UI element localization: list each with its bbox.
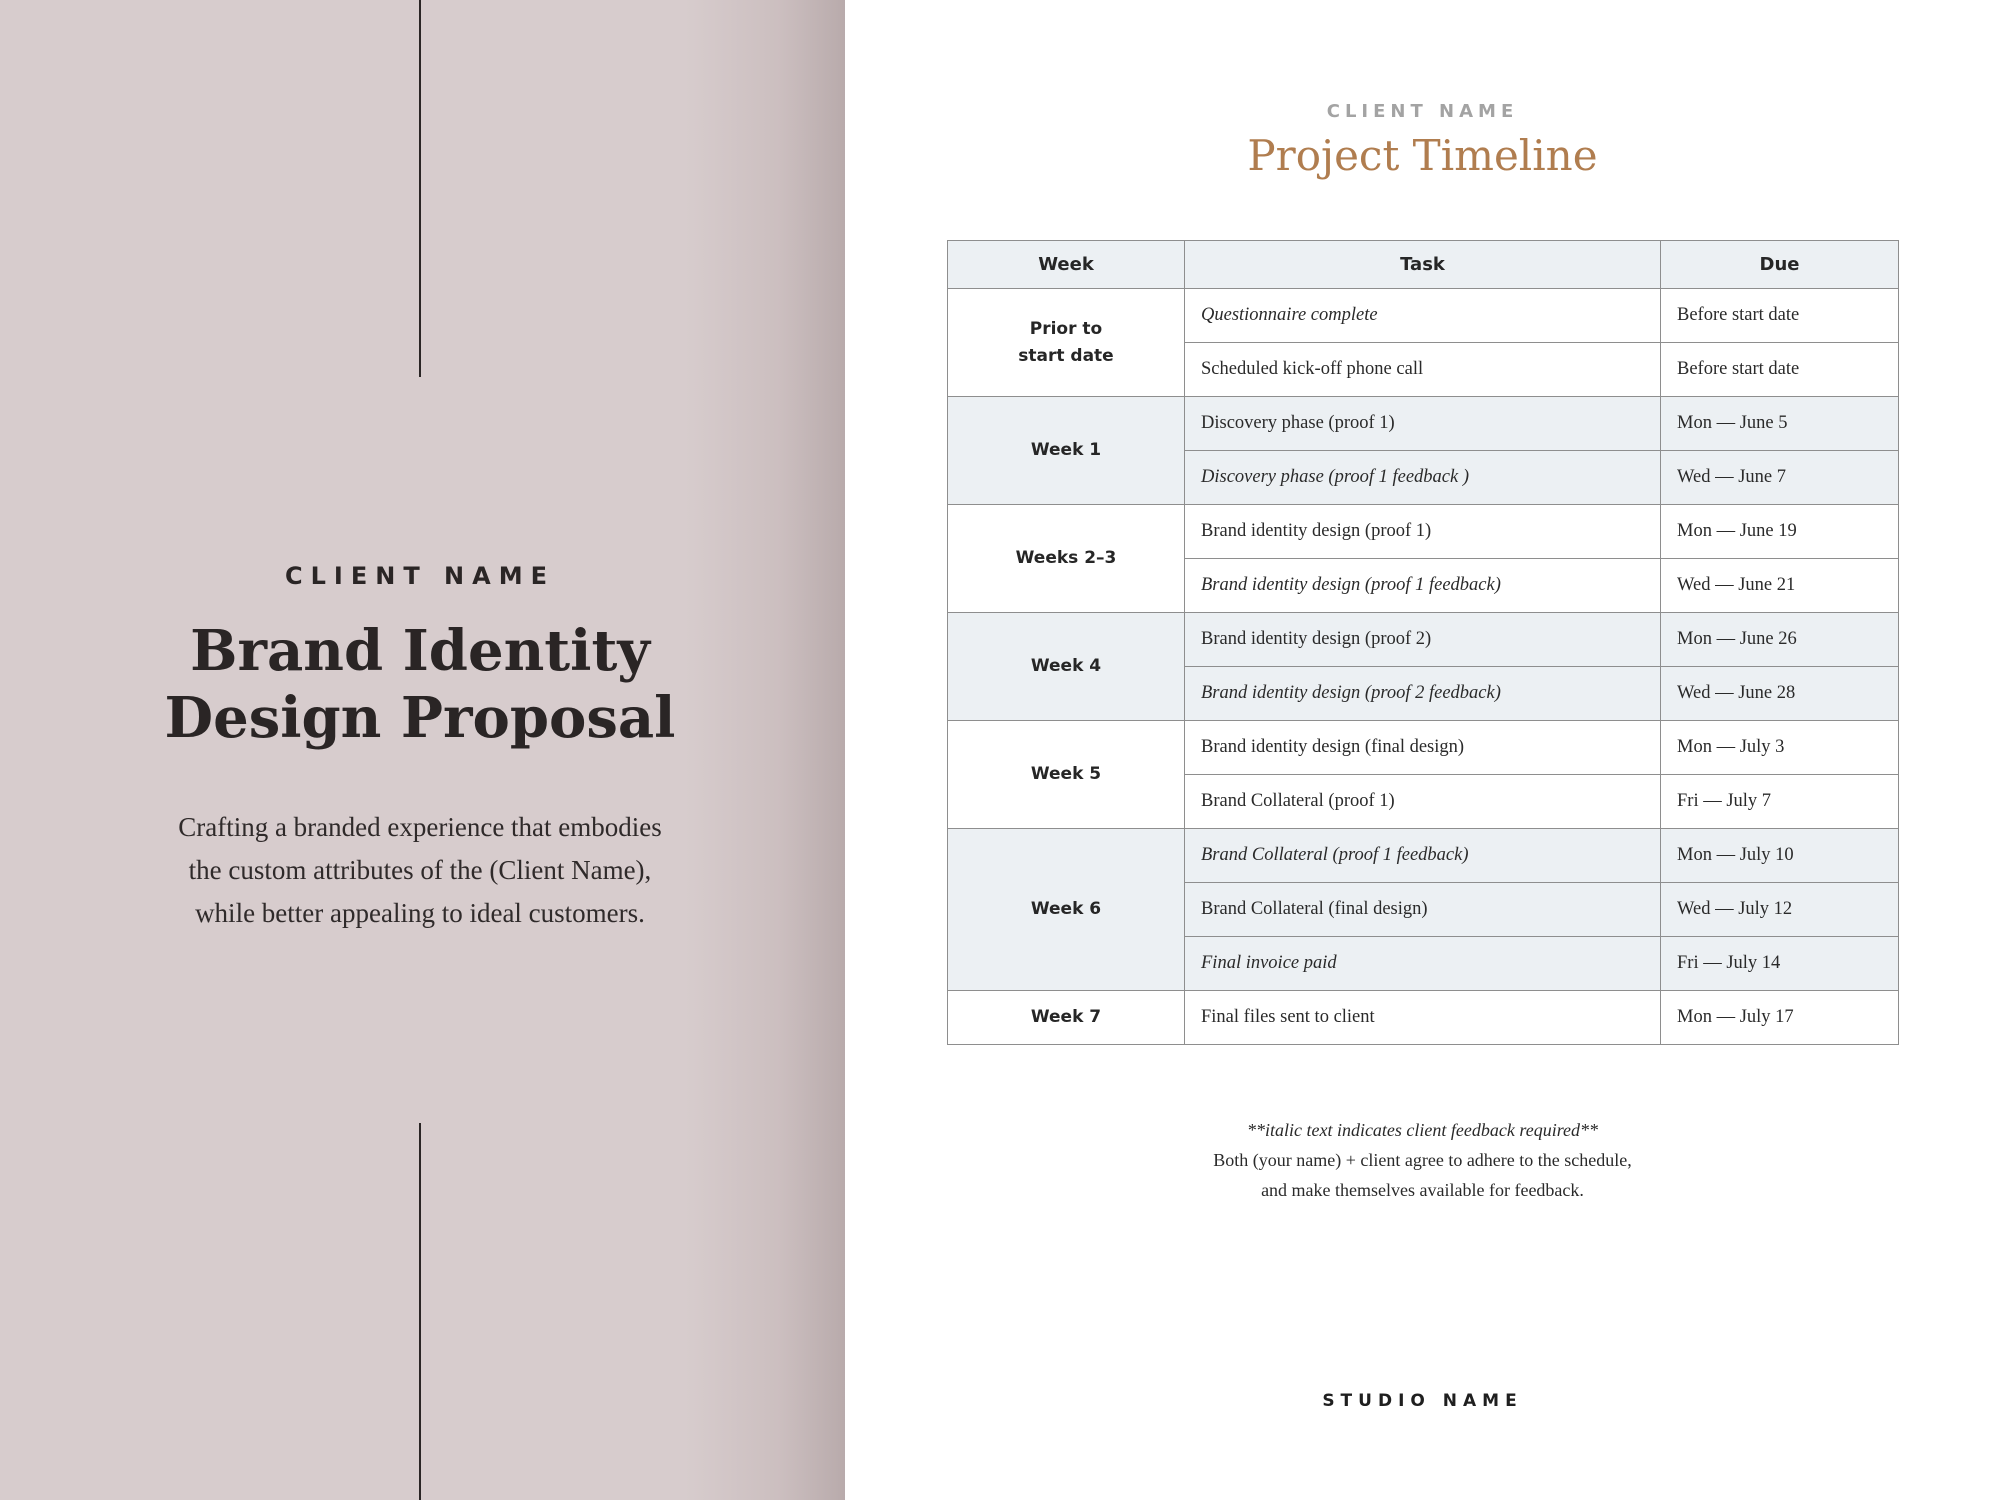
due-cell: Mon — July 17 [1661,991,1899,1045]
task-cell: Questionnaire complete [1185,289,1661,343]
task-cell: Brand identity design (proof 2) [1185,613,1661,667]
header-task: Task [1185,241,1661,289]
due-cell: Mon — June 5 [1661,397,1899,451]
task-cell: Scheduled kick-off phone call [1185,343,1661,397]
task-cell: Discovery phase (proof 1 feedback ) [1185,451,1661,505]
task-cell: Final invoice paid [1185,937,1661,991]
feedback-note-italic: **italic text indicates client feedback required** [1246,1120,1599,1140]
due-cell: Mon — July 10 [1661,829,1899,883]
due-cell: Fri — July 14 [1661,937,1899,991]
week-cell [948,505,1185,613]
bottom-divider-line [419,1123,421,1500]
week-label: Week 5 [1030,764,1102,784]
due-cell: Wed — June 28 [1661,667,1899,721]
task-cell: Brand Collateral (final design) [1185,883,1661,937]
top-divider-line [419,0,421,377]
studio-name: STUDIO NAME [1322,1391,1523,1411]
timeline-body [948,289,1899,1045]
task-cell: Brand identity design (proof 1 feedback) [1185,559,1661,613]
due-cell: Fri — July 7 [1661,775,1899,829]
week-cell [948,397,1185,505]
header-week: Week [948,241,1185,289]
task-cell: Brand identity design (proof 1) [1185,505,1661,559]
week-cell [948,991,1185,1045]
cover-page [0,0,845,1500]
table-row [948,613,1899,667]
task-cell: Discovery phase (proof 1) [1185,397,1661,451]
cover-title-line: Design Proposal [164,685,676,751]
task-cell: Final files sent to client [1185,991,1661,1045]
table-row [948,829,1899,883]
week-label: start date [1018,345,1114,366]
cover-tagline-line: the custom attributes of the (Client Name), [188,855,652,885]
week-label: Week 1 [1030,440,1102,460]
cover-tagline-line: while better appealing to ideal customers. [195,898,645,928]
due-cell: Mon — June 19 [1661,505,1899,559]
week-label: Weeks 2–3 [1015,548,1117,568]
table-row [948,991,1899,1045]
cover-client-name: CLIENT NAME [285,562,555,590]
table-row [948,505,1899,559]
week-cell [948,289,1185,397]
due-cell: Wed — June 21 [1661,559,1899,613]
table-row [948,397,1899,451]
week-cell [948,829,1185,991]
header-due: Due [1661,241,1899,289]
timeline-table [947,240,1899,1045]
page-title: Project Timeline [1247,131,1598,180]
week-label: Prior to [1029,318,1103,339]
due-cell: Mon — July 3 [1661,721,1899,775]
task-cell: Brand identity design (final design) [1185,721,1661,775]
week-label: Week 7 [1030,1007,1102,1027]
task-cell: Brand identity design (proof 2 feedback) [1185,667,1661,721]
due-cell: Mon — June 26 [1661,613,1899,667]
week-label: Week 4 [1030,656,1102,676]
task-cell: Brand Collateral (proof 1 feedback) [1185,829,1661,883]
due-cell: Before start date [1661,343,1899,397]
week-cell [948,613,1185,721]
cover-title-line: Brand Identity [190,618,650,684]
feedback-note [845,1115,2000,1205]
cover-tagline-line: Crafting a branded experience that embodies [178,812,662,842]
table-row [948,289,1899,343]
table-row [948,721,1899,775]
cover-tagline [0,806,840,935]
cover-title [0,618,840,752]
task-cell: Brand Collateral (proof 1) [1185,775,1661,829]
due-cell: Before start date [1661,289,1899,343]
timeline-page [845,0,2000,1500]
table-header-row [948,241,1899,289]
page-client-name: CLIENT NAME [1326,101,1519,122]
week-label: Week 6 [1030,899,1102,919]
week-cell [948,721,1185,829]
due-cell: Wed — July 12 [1661,883,1899,937]
due-cell: Wed — June 7 [1661,451,1899,505]
feedback-note-line: Both (your name) + client agree to adhere to the schedule, [1213,1150,1632,1170]
feedback-note-line: and make themselves available for feedback. [1261,1180,1584,1200]
